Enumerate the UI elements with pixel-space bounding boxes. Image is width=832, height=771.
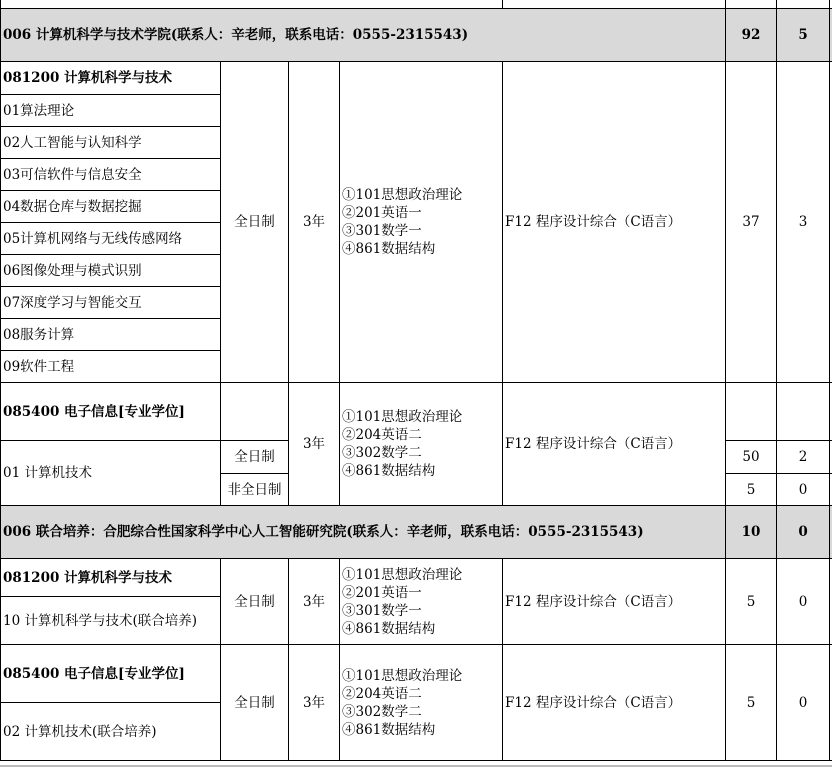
plan-count: 5: [726, 559, 777, 645]
exam-subject: ①101思想政治理论: [342, 187, 463, 203]
exam-subject: ③302数学二: [342, 445, 422, 461]
research-direction: 01 计算机技术: [1, 441, 221, 506]
exam-subject: ④861数据结构: [342, 620, 436, 637]
study-mode: 全日制: [221, 62, 289, 383]
major-row: [1, 383, 832, 441]
recommend-blank: [777, 383, 830, 441]
retest-subject: F12 程序设计综合（C语言）: [503, 559, 726, 645]
plan-count: 50: [726, 441, 777, 474]
retest-subject: F12 程序设计综合（C语言）: [503, 645, 726, 761]
recommend-count: 0: [777, 559, 830, 645]
mode-blank: [221, 383, 289, 441]
exam-subject: ④861数据结构: [342, 721, 436, 738]
study-years: 3年: [289, 645, 340, 761]
exam-subjects: [340, 383, 503, 506]
research-direction: 02人工智能与认知科学: [1, 127, 221, 159]
exam-subject: ①101思想政治理论: [342, 566, 463, 583]
study-mode: 全日制: [221, 441, 289, 474]
major-title: 085400 电子信息[专业学位]: [1, 383, 221, 441]
study-years: 3年: [289, 559, 340, 645]
page-bottom-rule: [0, 765, 832, 767]
recommend-count: 3: [777, 62, 830, 383]
exam-subject: ④861数据结构: [342, 241, 436, 257]
major-row: [1, 559, 832, 597]
college-total-plan: 92: [726, 9, 777, 62]
study-mode: 全日制: [221, 645, 289, 761]
study-years: 3年: [289, 383, 340, 506]
exam-subject: ②201英语一: [342, 584, 422, 601]
college-total-plan: 10: [726, 506, 777, 559]
major-row: [1, 645, 832, 703]
research-direction: 08服务计算: [1, 319, 221, 351]
recommend-count: 2: [777, 441, 830, 474]
exam-subjects: [340, 559, 503, 645]
exam-subject: ③302数学二: [342, 703, 422, 720]
study-mode: 全日制: [221, 559, 289, 645]
college-header-row: [1, 9, 832, 62]
research-direction: 01算法理论: [1, 95, 221, 127]
research-direction: 10 计算机科学与技术(联合培养): [1, 597, 221, 645]
research-direction: 06图像处理与模式识别: [1, 255, 221, 287]
exam-subject: ②204英语二: [342, 685, 422, 702]
plan-count: 37: [726, 62, 777, 383]
retest-subject: F12 程序设计综合（C语言）: [503, 383, 726, 506]
college-header-row: [1, 506, 832, 559]
major-title: 081200 计算机科学与技术: [1, 559, 221, 597]
recommend-count: 0: [777, 474, 830, 506]
college-title: 006 计算机科学与技术学院(联系人：辛老师，联系电话：0555-2315543): [1, 9, 726, 62]
exam-subject: ④861数据结构: [342, 463, 436, 479]
research-direction: 07深度学习与智能交互: [1, 287, 221, 319]
exam-subject: ③301数学一: [342, 602, 422, 619]
exam-subjects: [340, 645, 503, 761]
exam-subject: ①101思想政治理论: [342, 667, 463, 684]
admissions-table: [0, 8, 832, 761]
major-row: [1, 62, 832, 95]
exam-subjects: [340, 62, 503, 383]
college-total-recommend: 5: [777, 9, 830, 62]
research-direction: 09软件工程: [1, 351, 221, 383]
study-years: 3年: [289, 62, 340, 383]
recommend-count: 0: [777, 645, 830, 761]
college-total-recommend: 0: [777, 506, 830, 559]
exam-subject: ②204英语二: [342, 427, 422, 443]
exam-subject: ③301数学一: [342, 223, 422, 239]
retest-subject: F12 程序设计综合（C语言）: [503, 62, 726, 383]
study-mode: 非全日制: [221, 474, 289, 506]
research-direction: 05计算机网络与无线传感网络: [1, 223, 221, 255]
research-direction: 02 计算机技术(联合培养): [1, 703, 221, 761]
major-title: 081200 计算机科学与技术: [1, 62, 221, 95]
plan-blank: [726, 383, 777, 441]
college-title: 006 联合培养：合肥综合性国家科学中心人工智能研究院(联系人：辛老师，联系电话：0555-2315543): [1, 506, 726, 559]
exam-subject: ①101思想政治理论: [342, 409, 463, 425]
plan-count: 5: [726, 474, 777, 506]
plan-count: 5: [726, 645, 777, 761]
research-direction: 03可信软件与信息安全: [1, 159, 221, 191]
research-direction: 04数据仓库与数据挖掘: [1, 191, 221, 223]
major-title: 085400 电子信息[专业学位]: [1, 645, 221, 703]
exam-subject: ②201英语一: [342, 205, 422, 221]
